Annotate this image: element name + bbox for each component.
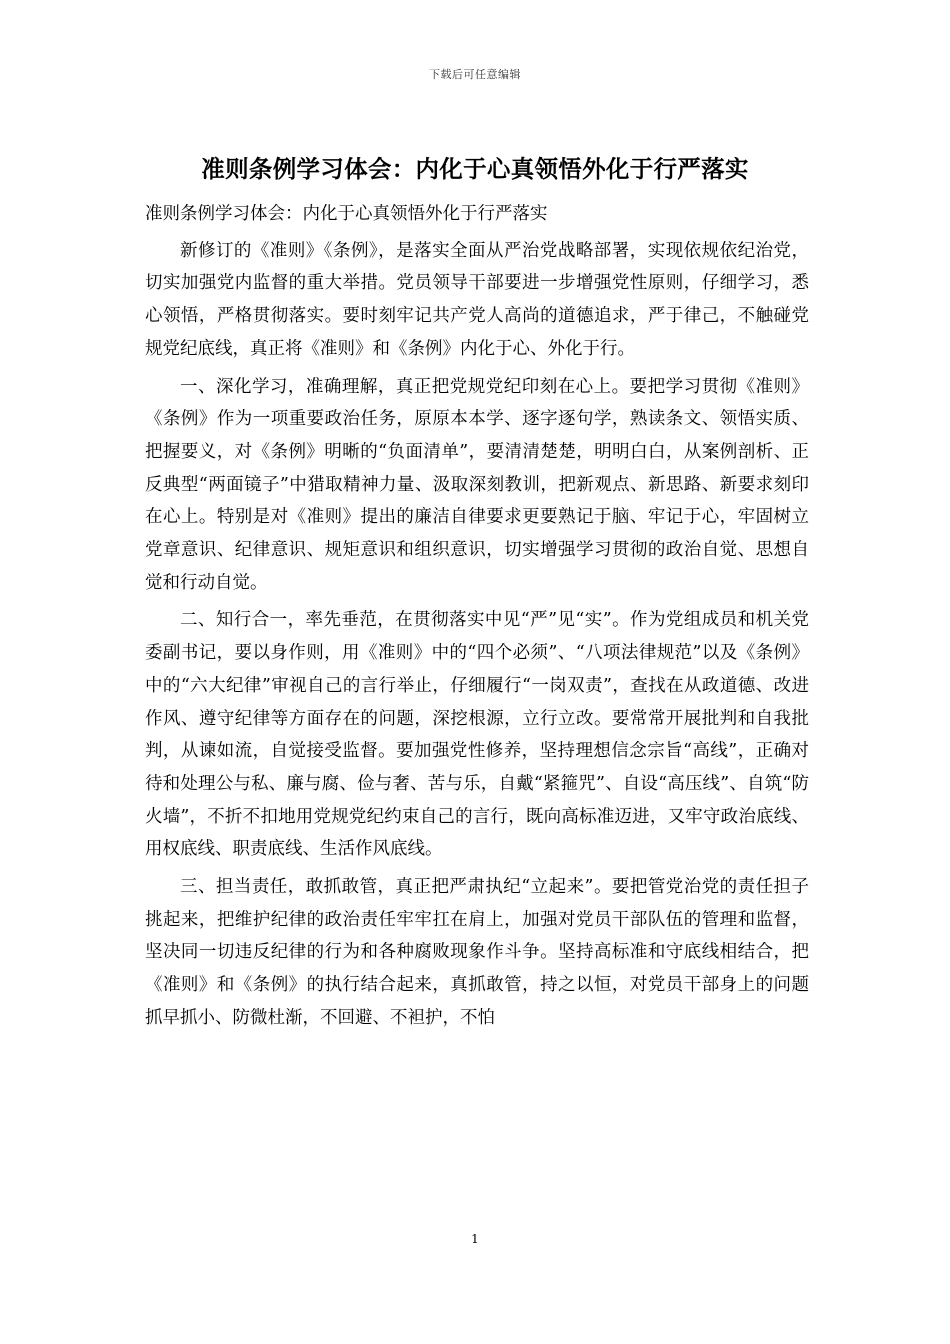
paragraph-section-2: 二、知行合一，率先垂范，在贯彻落实中见“严”见“实”。作为党组成员和机关党委副书记，要以身作则，用《准则》中的“四个必须”、“八项法律规范”以及《条例》中的“六大纪律”审视自己的言行举止，仔细履行“一岗双责”，查找在从政道德、改进作风、遵守纪律等方面存在的问题，深挖根源，立行立改。要常常开展批判和自我批判，从谏如流，自觉接受监督。要加强党性修养，坚持理想信念宗旨“高线”，正确对待和处理公与私、廉与腐、俭与奢、苦与乐，自戴“紧箍咒”、自设“高压线”、自筑“防火墙”，不折不扣地用党规党纪约束自己的言行，既向高标准迈进，又牢守政治底线、用权底线、职责底线、生活作风底线。 bbox=[145, 610, 809, 860]
document-title: 准则条例学习体会：内化于心真领悟外化于行严落实 bbox=[201, 155, 749, 183]
document-body bbox=[145, 198, 809, 1035]
paragraph-intro: 新修订的《准则》《条例》，是落实全面从严治党战略部署，实现依规依纪治党，切实加强党内监督的重大举措。党员领导干部要进一步增强党性原则，仔细学习，悉心领悟，严格贯彻落实。要时刻牢记共产党人高尚的道德追求，严于律己，不触碰党规党纪底线，真正将《准则》和《条例》内化于心、外化于行。 bbox=[145, 240, 809, 359]
header-note: 下载后可任意编辑 bbox=[429, 68, 521, 81]
paragraph-section-1: 一、深化学习，准确理解，真正把党规党纪印刻在心上。要把学习贯彻《准则》《条例》作为一项重要政治任务，原原本本学、逐字逐句学，熟读条文、领悟实质、把握要义，对《条例》明晰的“负面清单”，要清清楚楚，明明白白，从案例剖析、正反典型“两面镜子”中猎取精神力量、汲取深刻教训，把新观点、新思路、新要求刻印在心上。特别是对《准则》提出的廉洁自律要求更要熟记于脑、牢记于心，牢固树立党章意识、纪律意识、规矩意识和组织意识，切实增强学习贯彻的政治自觉、思想自觉和行动自觉。 bbox=[145, 376, 809, 593]
document-subtitle: 准则条例学习体会：内化于心真领悟外化于行严落实 bbox=[145, 204, 548, 224]
paragraph-section-3: 三、担当责任，敢抓敢管，真正把严肃执纪“立起来”。要把管党治党的责任担子挑起来，把维护纪律的政治责任牢牢扛在肩上，加强对党员干部队伍的管理和监督，坚决同一切违反纪律的行为和各种腐败现象作斗争。坚持高标准和守底线相结合，把《准则》和《条例》的执行结合起来，真抓敢管，持之以恒，对党员干部身上的问题抓早抓小、防微杜渐，不回避、不袒护，不怕 bbox=[145, 877, 809, 1028]
page-number: 1 bbox=[471, 1232, 479, 1246]
